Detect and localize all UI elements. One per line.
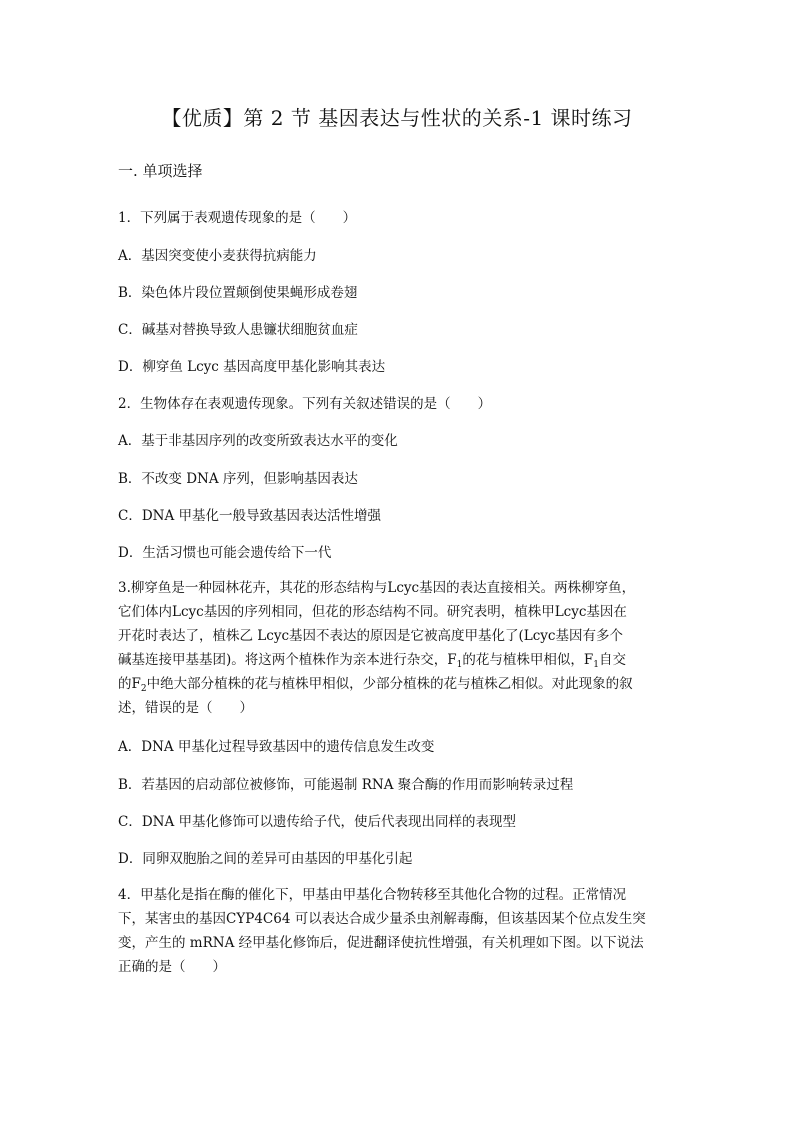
question-2-option-b: B．不改变 DNA 序列，但影响基因表达 [118,471,358,487]
question-4-line: 变，产生的 mRNA 经甲基化修饰后，促进翻译使抗性增强，有关机理如下图。以下说法 [118,935,644,951]
subscript: 1 [593,660,599,670]
question-4-line: 4．甲基化是指在酶的催化下，甲基由甲基化合物转移至其他化合物的过程。正常情况 [118,887,627,903]
question-1-option-a: A．基因突变使小麦获得抗病能力 [118,248,317,264]
question-3-stem [118,576,678,720]
question-3-text: 碱基连接甲基基团)。将这两个植株作为亲本进行杂交，F [118,652,457,668]
question-2-stem: 2．生物体存在表观遗传现象。下列有关叙述错误的是（ ） [118,396,492,412]
question-3-option-c: C．DNA 甲基化修饰可以遗传给子代，使后代表现出同样的表现型 [118,814,517,830]
subscript: 1 [456,660,463,670]
question-3-line: 3.柳穿鱼是一种园林花卉，其花的形态结构与Lcyc基因的表达直接相关。两株柳穿鱼， [118,580,636,596]
question-3-text: 自交 [598,652,626,668]
question-1-option-b: B．染色体片段位置颠倒使果蝇形成卷翅 [118,285,358,301]
question-3-line: 开花时表达了，植株乙 Lcyc基因不表达的原因是它被高度甲基化了(Lcyc基因有多个 [118,628,623,644]
question-2-option-a: A．基于非基因序列的改变所致表达水平的变化 [118,433,398,449]
document-title: 【优质】第 2 节 基因表达与性状的关系-1 课时练习 [161,106,633,130]
question-2-option-c: C．DNA 甲基化一般导致基因表达活性增强 [118,508,382,524]
question-3-line: 述，错误的是（ ） [118,700,253,716]
question-4-line: 下，某害虫的基因CYP4C64 可以表达合成少量杀虫剂解毒酶，但该基因某个位点发生突 [118,911,646,927]
subscript: 2 [140,684,147,694]
question-3-option-b: B．若基因的启动部位被修饰，可能遏制 RNA 聚合酶的作用而影响转录过程 [118,777,574,793]
question-3-option-d: D．同卵双胞胎之间的差异可由基因的甲基化引起 [118,851,413,867]
question-3-text: 的F [118,676,141,692]
question-1-stem: 1．下列属于表观遗传现象的是（ ） [118,210,357,226]
question-4-line: 正确的是（ ） [118,959,226,975]
section-heading: 一. 单项选择 [118,162,203,180]
question-1-option-d: D．柳穿鱼 Lcyc 基因高度甲基化影响其表达 [118,359,386,375]
question-2-option-d: D．生活习惯也可能会遗传给下一代 [118,545,332,561]
question-3-option-a: A．DNA 甲基化过程导致基因中的遗传信息发生改变 [118,739,435,755]
question-3-line [118,672,678,696]
question-4-stem [118,883,678,979]
question-3-text: 的花与植株甲相似，F [462,652,594,668]
question-3-line: 它们体内Lcyc基因的序列相同，但花的形态结构不同。研究表明，植株甲Lcyc基因在 [118,604,627,620]
question-3-line [118,648,678,672]
question-3-text: 中绝大部分植株的花与植株甲相似，少部分植株的花与植株乙相似。对此现象的叙 [146,676,633,692]
question-1-option-c: C．碱基对替换导致人患镰状细胞贫血症 [118,322,358,338]
